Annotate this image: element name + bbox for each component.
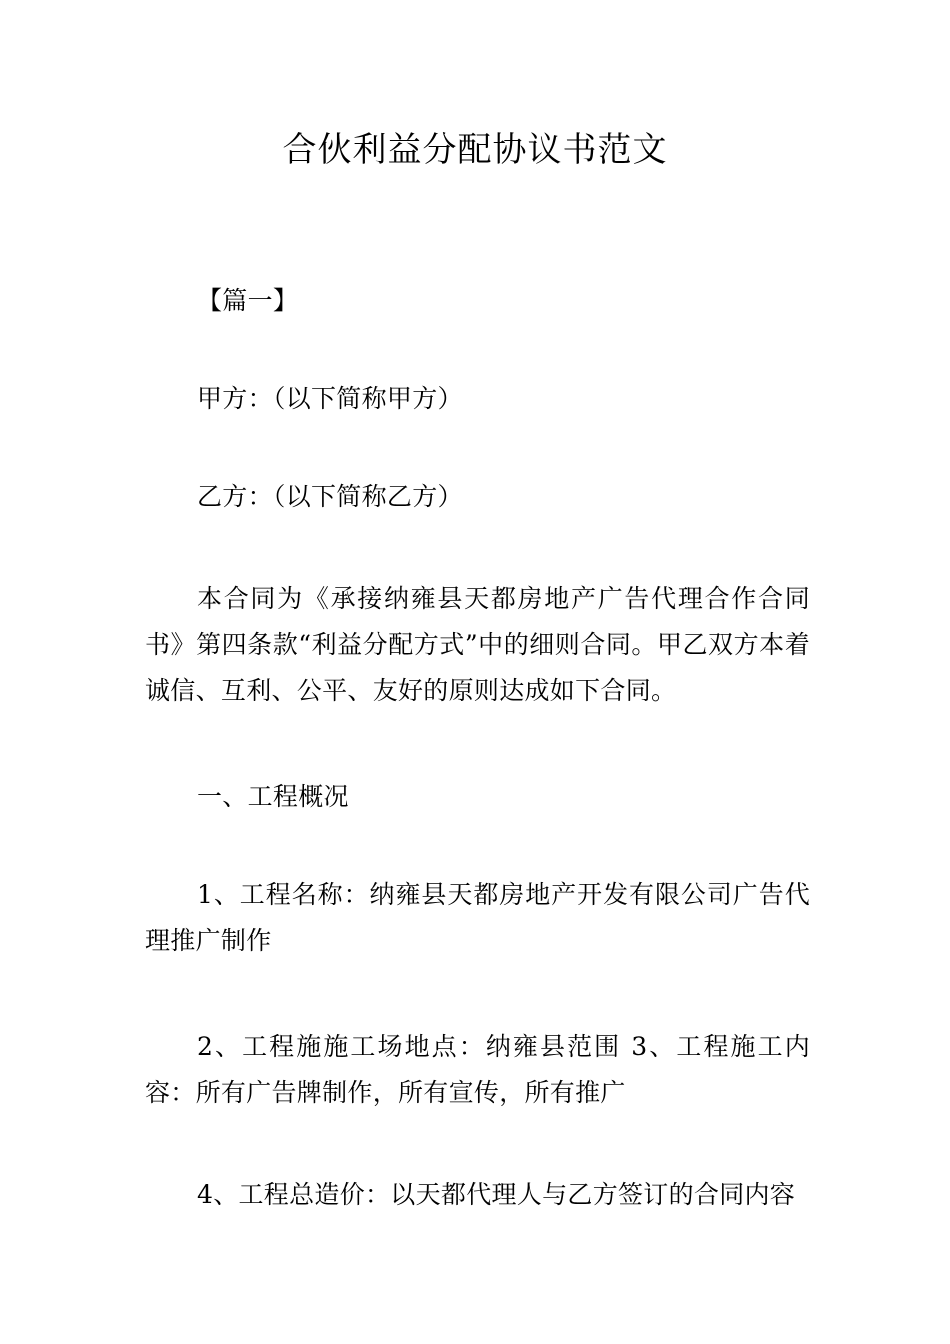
intro-paragraph: 本合同为《承接纳雍县天都房地产广告代理合作合同书》第四条款“利益分配方式”中的细则合同。甲乙双方本着诚信、互利、公平、友好的原则达成如下合同。	[145, 584, 810, 705]
document-title: 合伙利益分配协议书范文	[282, 130, 668, 170]
section-label: 【篇一】	[197, 286, 299, 315]
item-total-cost: 4、工程总造价：以天都代理人与乙方签订的合同内容	[197, 1180, 796, 1209]
party-b-line: 乙方：（以下简称乙方）	[197, 482, 463, 511]
item-project-name: 1、工程名称：纳雍县天都房地产开发有限公司广告代理推广制作	[145, 880, 810, 955]
section-heading-project-overview: 一、工程概况	[197, 782, 349, 811]
party-a-line: 甲方：（以下简称甲方）	[197, 384, 463, 413]
item-site-and-content: 2、工程施施工场地点：纳雍县范围 3、工程施工内容：所有广告牌制作，所有宣传，所有推广	[145, 1032, 810, 1107]
